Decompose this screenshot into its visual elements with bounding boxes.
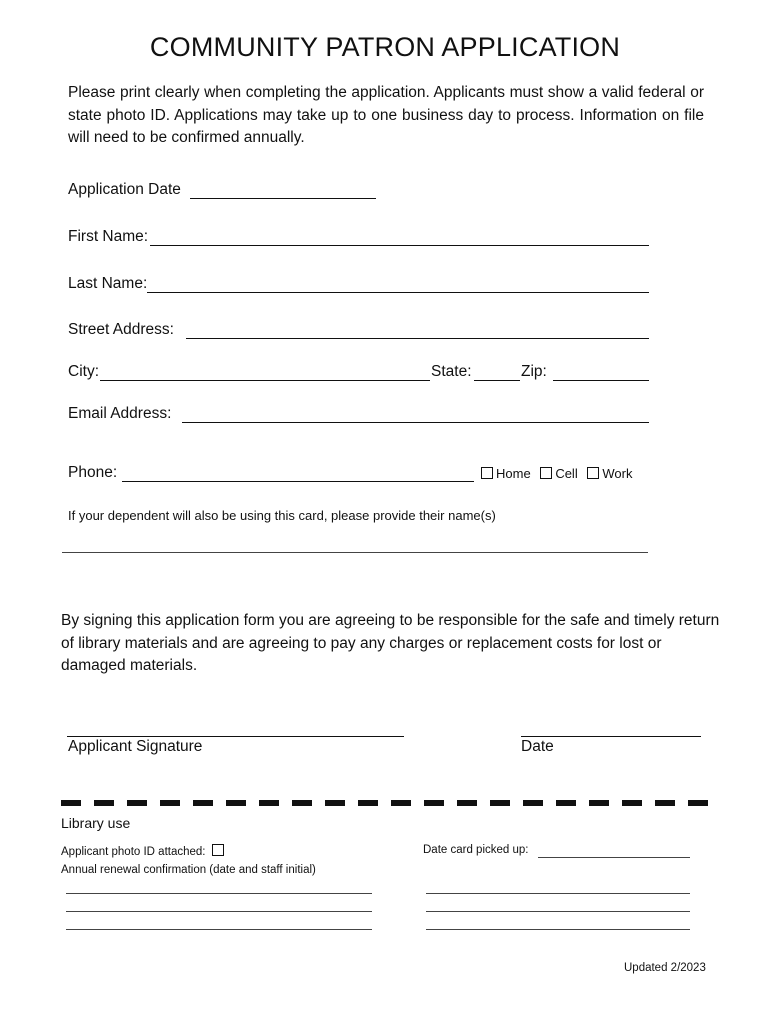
renewal-line-right-3[interactable]: [426, 929, 690, 930]
signature-date-label: Date: [521, 738, 554, 755]
home-checkbox[interactable]: [481, 467, 493, 479]
photo-id-label: Applicant photo ID attached:: [61, 846, 206, 858]
work-label: Work: [602, 466, 633, 481]
work-checkbox[interactable]: [587, 467, 599, 479]
street-address-field[interactable]: [186, 338, 649, 339]
renewal-line-right-1[interactable]: [426, 893, 690, 894]
zip-label: Zip:: [521, 363, 547, 380]
street-address-label: Street Address:: [68, 321, 174, 338]
cell-label: Cell: [555, 466, 578, 481]
state-field[interactable]: [474, 380, 520, 381]
photo-id-checkbox[interactable]: [212, 844, 224, 856]
last-name-label: Last Name:: [68, 275, 148, 292]
applicant-signature-field[interactable]: [67, 736, 404, 737]
renewal-line-left-1[interactable]: [66, 893, 372, 894]
state-label: State:: [431, 363, 472, 380]
renewal-line-left-2[interactable]: [66, 911, 372, 912]
application-date-field[interactable]: [190, 198, 376, 199]
email-field[interactable]: [182, 422, 649, 423]
dependent-note: If your dependent will also be using this card, please provide their name(s): [68, 508, 496, 523]
dependent-names-field[interactable]: [62, 552, 648, 553]
renewal-line-left-3[interactable]: [66, 929, 372, 930]
intro-paragraph: Please print clearly when completing the application. Applicants must show a valid federal or state photo ID. Applications may take up to one business day to process. Information on file will need to be confirmed annually.: [68, 84, 704, 146]
date-card-picked-up-field[interactable]: [538, 857, 690, 858]
date-card-picked-up-label: Date card picked up:: [423, 844, 529, 856]
home-label: Home: [496, 466, 531, 481]
renewal-line-right-2[interactable]: [426, 911, 690, 912]
phone-field[interactable]: [122, 481, 474, 482]
annual-renewal-label: Annual renewal confirmation (date and staff initial): [61, 864, 316, 876]
last-name-field[interactable]: [147, 292, 649, 293]
first-name-label: First Name:: [68, 228, 149, 245]
page-title: COMMUNITY PATRON APPLICATION: [149, 32, 621, 62]
city-field[interactable]: [100, 380, 430, 381]
zip-field[interactable]: [553, 380, 649, 381]
email-label: Email Address:: [68, 405, 172, 422]
agreement-paragraph: By signing this application form you are agreeing to be responsible for the safe and timely return of library materials and are agreeing to pay any charges or replacement costs for lost or damaged materials.: [61, 612, 720, 674]
phone-label: Phone:: [68, 464, 118, 481]
photo-id-row: [61, 844, 227, 858]
phone-type-options: [475, 466, 632, 481]
city-label: City:: [68, 363, 99, 380]
application-date-label: Application Date: [68, 181, 181, 198]
library-use-heading: Library use: [61, 815, 131, 831]
applicant-signature-label: Applicant Signature: [68, 738, 203, 755]
cell-checkbox[interactable]: [540, 467, 552, 479]
updated-date-footer: Updated 2/2023: [624, 962, 706, 974]
signature-date-field[interactable]: [521, 736, 701, 737]
cut-line-divider: [61, 800, 713, 806]
first-name-field[interactable]: [150, 245, 649, 246]
